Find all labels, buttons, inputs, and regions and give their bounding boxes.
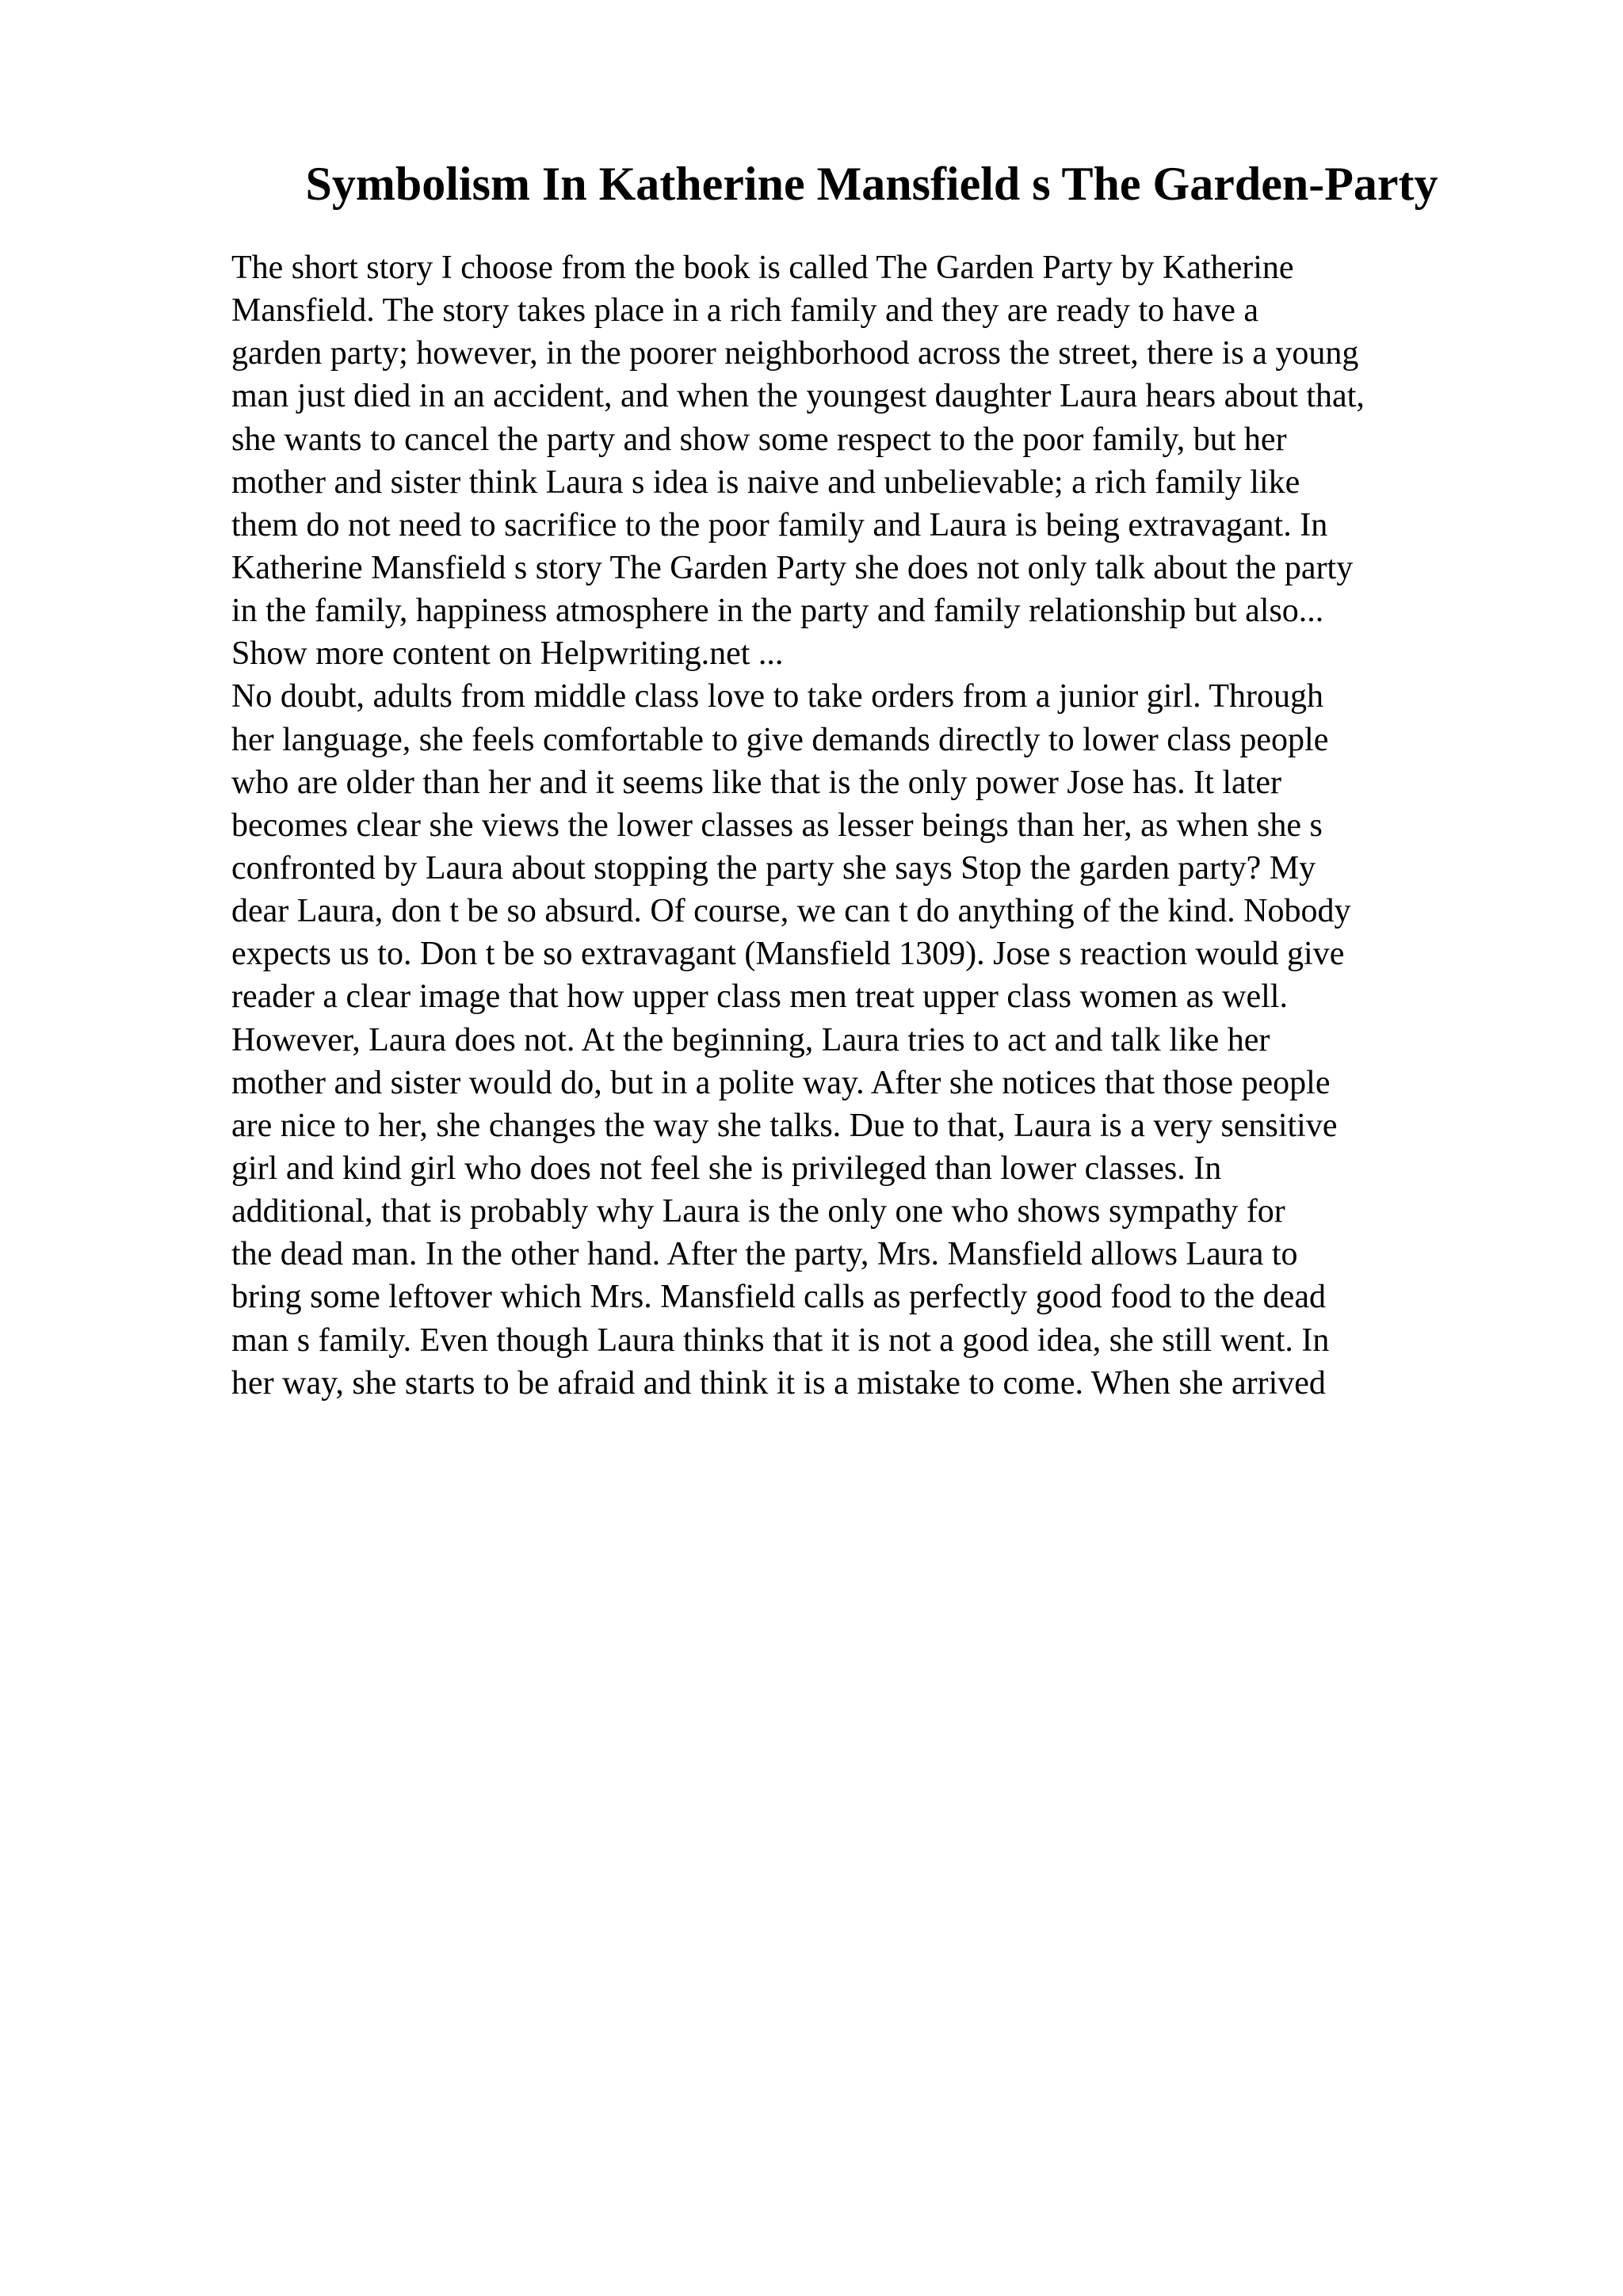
text-line: additional, that is probably why Laura is the only one who shows sympathy for <box>231 1193 1285 1230</box>
text-line: However, Laura does not. At the beginning, Laura tries to act and talk like her <box>231 1021 1270 1058</box>
text-line: confronted by Laura about stopping the party she says Stop the garden party? My <box>231 849 1316 887</box>
text-line: The short story I choose from the book is called The Garden Party by Katherine <box>231 250 1294 286</box>
text-line: man just died in an accident, and when the youngest daughter Laura hears about that, <box>231 378 1365 415</box>
text-line: she wants to cancel the party and show some respect to the poor family, but her <box>231 421 1287 458</box>
text-line: garden party; however, in the poorer neighborhood across the street, there is a young <box>231 335 1359 372</box>
text-line: mother and sister would do, but in a polite way. After she notices that those people <box>231 1064 1331 1101</box>
text-line: girl and kind girl who does not feel she is privileged than lower classes. In <box>231 1150 1222 1187</box>
show-more-link[interactable]: Show more content on Helpwriting.net ... <box>231 635 784 673</box>
text-line: dear Laura, don t be so absurd. Of course, we can t do anything of the kind. Nobody <box>231 893 1351 930</box>
text-line: them do not need to sacrifice to the poor family and Laura is being extravagant. In <box>231 506 1328 543</box>
text-line: Katherine Mansfield s story The Garden Party she does not only talk about the party <box>231 549 1354 586</box>
text-line: in the family, happiness atmosphere in the party and family relationship but also... <box>231 593 1324 630</box>
document-title: Symbolism In Katherine Mansfield s The Garden-Party <box>305 158 1438 210</box>
document-body <box>231 246 1610 1405</box>
text-line: bring some leftover which Mrs. Mansfield calls as perfectly good food to the dead <box>231 1279 1326 1316</box>
text-line: are nice to her, she changes the way she talks. Due to that, Laura is a very sensitive <box>231 1107 1338 1144</box>
text-line: man s family. Even though Laura thinks that it is not a good idea, she still went. In <box>231 1322 1330 1359</box>
text-line: her way, she starts to be afraid and think it is a mistake to come. When she arrived <box>231 1364 1326 1402</box>
text-line: becomes clear she views the lower classes as lesser beings than her, as when she s <box>231 807 1323 844</box>
text-line: No doubt, adults from middle class love to take orders from a junior girl. Through <box>231 678 1323 715</box>
text-line: mother and sister think Laura s idea is naive and unbelievable; a rich family like <box>231 463 1300 501</box>
text-line: the dead man. In the other hand. After the party, Mrs. Mansfield allows Laura to <box>231 1236 1298 1273</box>
text-line: expects us to. Don t be so extravagant (Mansfield 1309). Jose s reaction would give <box>231 936 1345 973</box>
text-line: who are older than her and it seems like that is the only power Jose has. It later <box>231 764 1281 801</box>
text-line: Mansfield. The story takes place in a rich family and they are ready to have a <box>231 292 1259 330</box>
text-line: her language, she feels comfortable to give demands directly to lower class people <box>231 721 1329 758</box>
text-line: reader a clear image that how upper class men treat upper class women as well. <box>231 978 1288 1016</box>
